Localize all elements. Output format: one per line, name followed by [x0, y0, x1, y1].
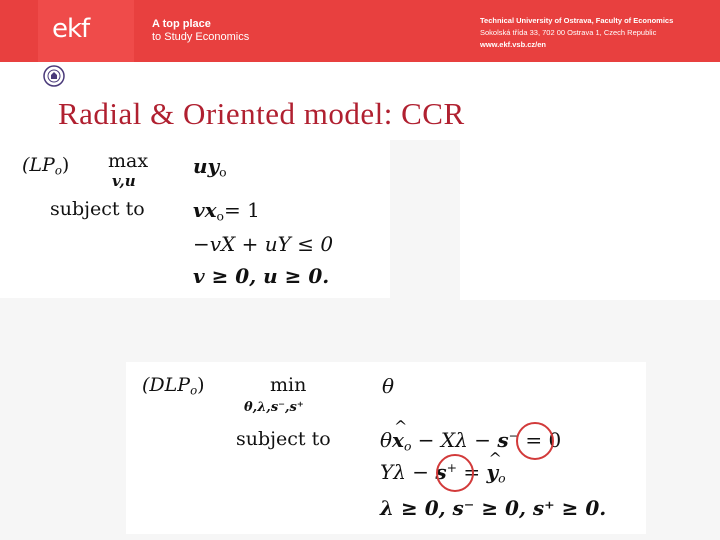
primal-constraint-3: v ≥ 0, u ≥ 0.: [193, 264, 330, 288]
dual-label: $(DLP_o)$: [142, 374, 205, 398]
primal-label: $(LP_o)$: [22, 154, 70, 178]
primal-operator-under: v,u: [112, 172, 136, 190]
primal-constraint-2: −vX + uY ≤ 0: [193, 232, 334, 256]
university-address: [480, 15, 673, 51]
dual-formula: [126, 362, 646, 534]
university-seal-icon: [42, 64, 66, 88]
dual-operator-under: θ,λ,s⁻,s⁺: [244, 400, 304, 415]
dual-constraint-2: Yλ − s+ = ^ $y_o$: [380, 460, 506, 486]
tagline: [152, 18, 249, 44]
address-line-1: Technical University of Ostrava, Faculty of Economics: [480, 16, 674, 25]
tagline-line-1: A top place: [152, 18, 211, 30]
tagline-line-2: to Study Economics: [152, 31, 250, 43]
primal-formula: [0, 140, 390, 298]
primal-subject-to: subject to: [50, 198, 145, 220]
primal-constraint-1: $vx_o= 1$: [193, 198, 260, 224]
dual-constraint-1: θ^ $x_o - X\lambda - s^- = 0$: [380, 428, 561, 454]
slide-title: Radial & Oriented model: CCR: [58, 96, 465, 131]
header-band: [0, 0, 720, 62]
address-line-3: www.ekf.vsb.cz/en: [480, 40, 546, 49]
dual-objective: θ: [382, 374, 395, 398]
address-line-2: Sokolská třída 33, 702 00 Ostrava 1, Czech Republic: [480, 28, 657, 37]
dual-operator: min: [270, 374, 307, 396]
logo-text: ekf: [52, 14, 90, 44]
dual-constraint-3: λ ≥ 0, s⁻ ≥ 0, s⁺ ≥ 0.: [380, 496, 607, 520]
seal-strip: [38, 62, 458, 96]
dual-subject-to: subject to: [236, 428, 331, 450]
slack-plus-highlight: [436, 454, 474, 492]
slack-minus-highlight: [516, 422, 554, 460]
primal-operator: max: [108, 150, 149, 172]
primal-objective: $uy_o$: [193, 154, 227, 180]
